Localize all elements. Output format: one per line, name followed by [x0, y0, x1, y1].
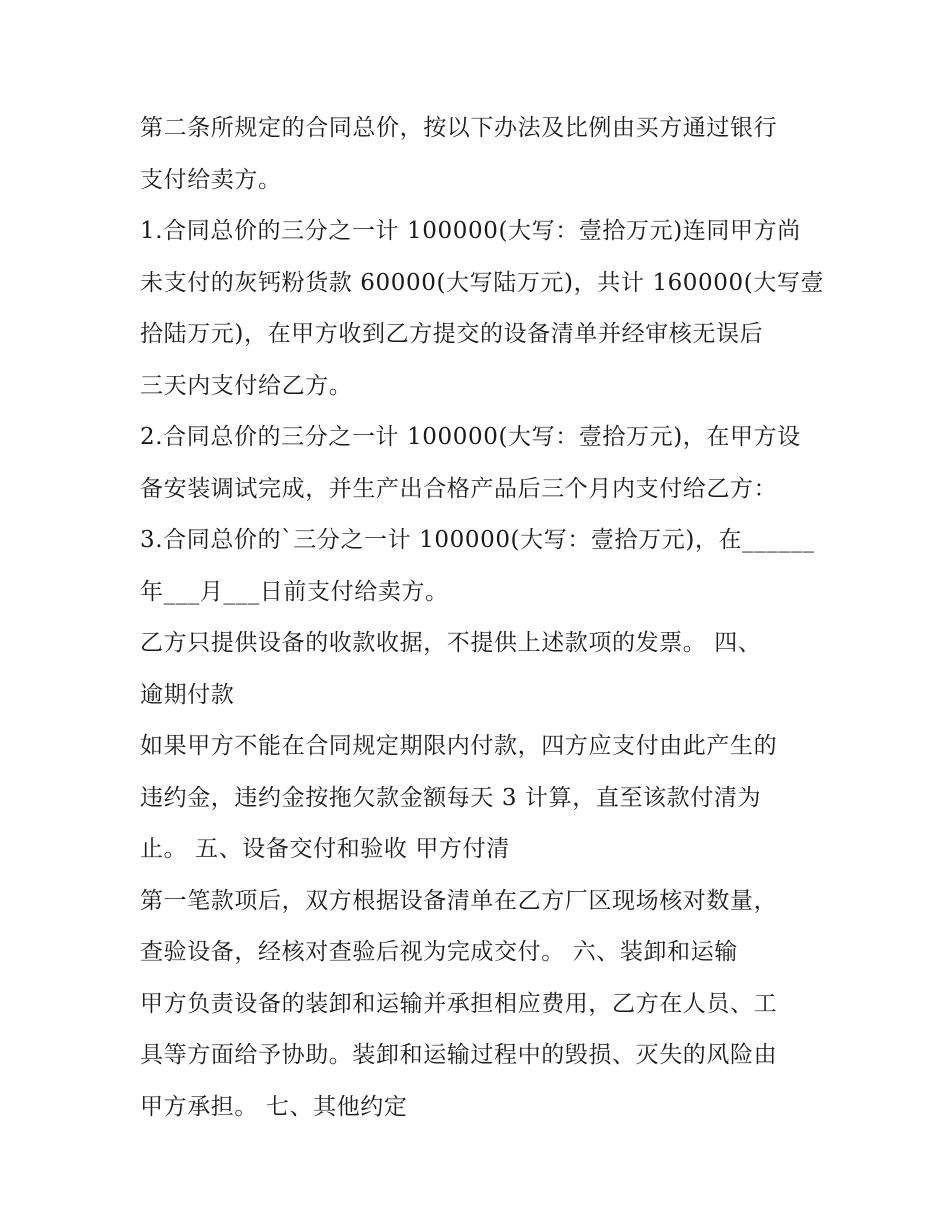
text-line: 甲方承担。 七、其他约定	[140, 1093, 408, 1120]
text-line: 止。 五、设备交付和验收 甲方付清	[140, 836, 510, 862]
text-line: 违约金，违约金按拖欠款金额每天 3 计算，直至该款付清为	[140, 784, 762, 811]
text-line: 逾期付款	[140, 681, 235, 708]
text-line: 第二条所规定的合同总价，按以下办法及比例由买方通过银行	[140, 115, 778, 141]
text-line: 1.合同总价的三分之一计 100000(大写：壹拾万元)连同甲方尚	[140, 218, 801, 244]
text-line: 备安装调试完成，并生产出合格产品后三个月内支付给乙方：	[140, 475, 778, 502]
text-line: 未支付的灰钙粉货款 60000(大写陆万元)，共计 160000(大写壹	[140, 269, 825, 296]
text-line: 年___月___日前支付给卖方。	[140, 578, 449, 605]
text-line: 拾陆万元)，在甲方收到乙方提交的设备清单并经审核无误后	[140, 321, 764, 347]
text-line: 具等方面给予协助。装卸和运输过程中的毁损、灭失的风险由	[140, 1042, 778, 1068]
text-line: 如果甲方不能在合同规定期限内付款，四方应支付由此产生的	[140, 733, 778, 759]
text-line: 甲方负责设备的装卸和运输并承担相应费用，乙方在人员、工	[140, 990, 778, 1017]
text-line: 三天内支付给乙方。	[140, 372, 353, 399]
text-line: 乙方只提供设备的收款收据，不提供上述款项的发票。 四、	[140, 630, 762, 656]
text-line: 查验设备，经核对查验后视为完成交付。 六、装卸和运输	[140, 939, 738, 965]
text-line: 3.合同总价的`三分之一计 100000(大写：壹拾万元)，在______	[140, 527, 815, 553]
text-line: 2.合同总价的三分之一计 100000(大写：壹拾万元)，在甲方设	[140, 424, 801, 450]
text-line: 第一笔款项后，双方根据设备清单在乙方厂区现场核对数量，	[140, 887, 778, 914]
document-body	[140, 103, 825, 1133]
text-line: 支付给卖方。	[140, 166, 282, 193]
